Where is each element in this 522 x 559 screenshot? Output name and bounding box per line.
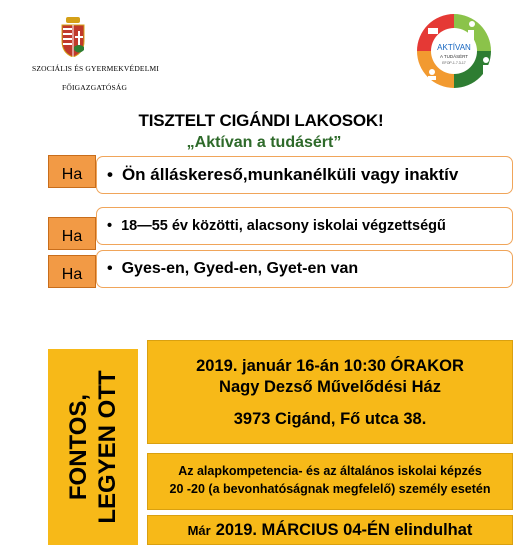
important-line-2: LEGYEN OTT (94, 370, 121, 524)
condition-row (96, 207, 513, 245)
event-box (147, 340, 513, 444)
coat-of-arms-icon (60, 17, 86, 57)
bullet: • (107, 165, 113, 184)
training-line-1: Az alapkompetencia- és az általános iskolai képzés (178, 464, 482, 478)
bullet: • (107, 260, 113, 277)
start-text: 2019. MÁRCIUS 04-ÉN elindulhat (215, 520, 473, 539)
important-line-1: FONTOS, (65, 393, 92, 501)
training-box (147, 453, 513, 510)
training-line-2: 20 -20 (a bevonhatóságnak megfelelő) személy esetén (169, 482, 491, 496)
page-title: TISZTELT CIGÁNDI LAKOSOK! (138, 111, 384, 130)
important-text (64, 370, 122, 523)
condition-text: Ön álláskereső,munkanélküli vagy inaktív (121, 165, 459, 184)
condition-row (96, 156, 513, 194)
important-banner (48, 349, 138, 545)
condition-prefix: Ha (48, 255, 96, 288)
bullet: • (107, 218, 113, 234)
organization-subtitle: FŐIGAZGATÓSÁG (62, 83, 128, 92)
logo-title: AKTÍVAN (437, 43, 471, 52)
start-box (147, 515, 513, 545)
event-venue: Nagy Dezső Művelődési Ház (219, 378, 441, 396)
condition-prefix: Ha (48, 155, 96, 188)
condition-text: 18—55 év közötti, alacsony iskolai végzettségű (121, 218, 446, 234)
condition-row (96, 250, 513, 288)
page-subtitle: „Aktívan a tudásért” (186, 134, 342, 151)
condition-text: Gyes-en, Gyed-en, Gyet-en van (121, 260, 359, 277)
event-date-time: 2019. január 16-án 10:30 ÓRAKOR (196, 357, 464, 375)
logo-code: EFOP-1.7.3-17 (442, 61, 466, 65)
start-prefix: Már (187, 522, 211, 538)
condition-prefix: Ha (48, 217, 96, 250)
event-address: 3973 Cigánd, Fő utca 38. (233, 410, 427, 428)
organization-name: SZOCIÁLIS ÉS GYERMEKVÉDELMI (32, 64, 160, 73)
program-logo (406, 10, 502, 92)
logo-subtitle: A TUDÁSÉRT (439, 54, 469, 59)
